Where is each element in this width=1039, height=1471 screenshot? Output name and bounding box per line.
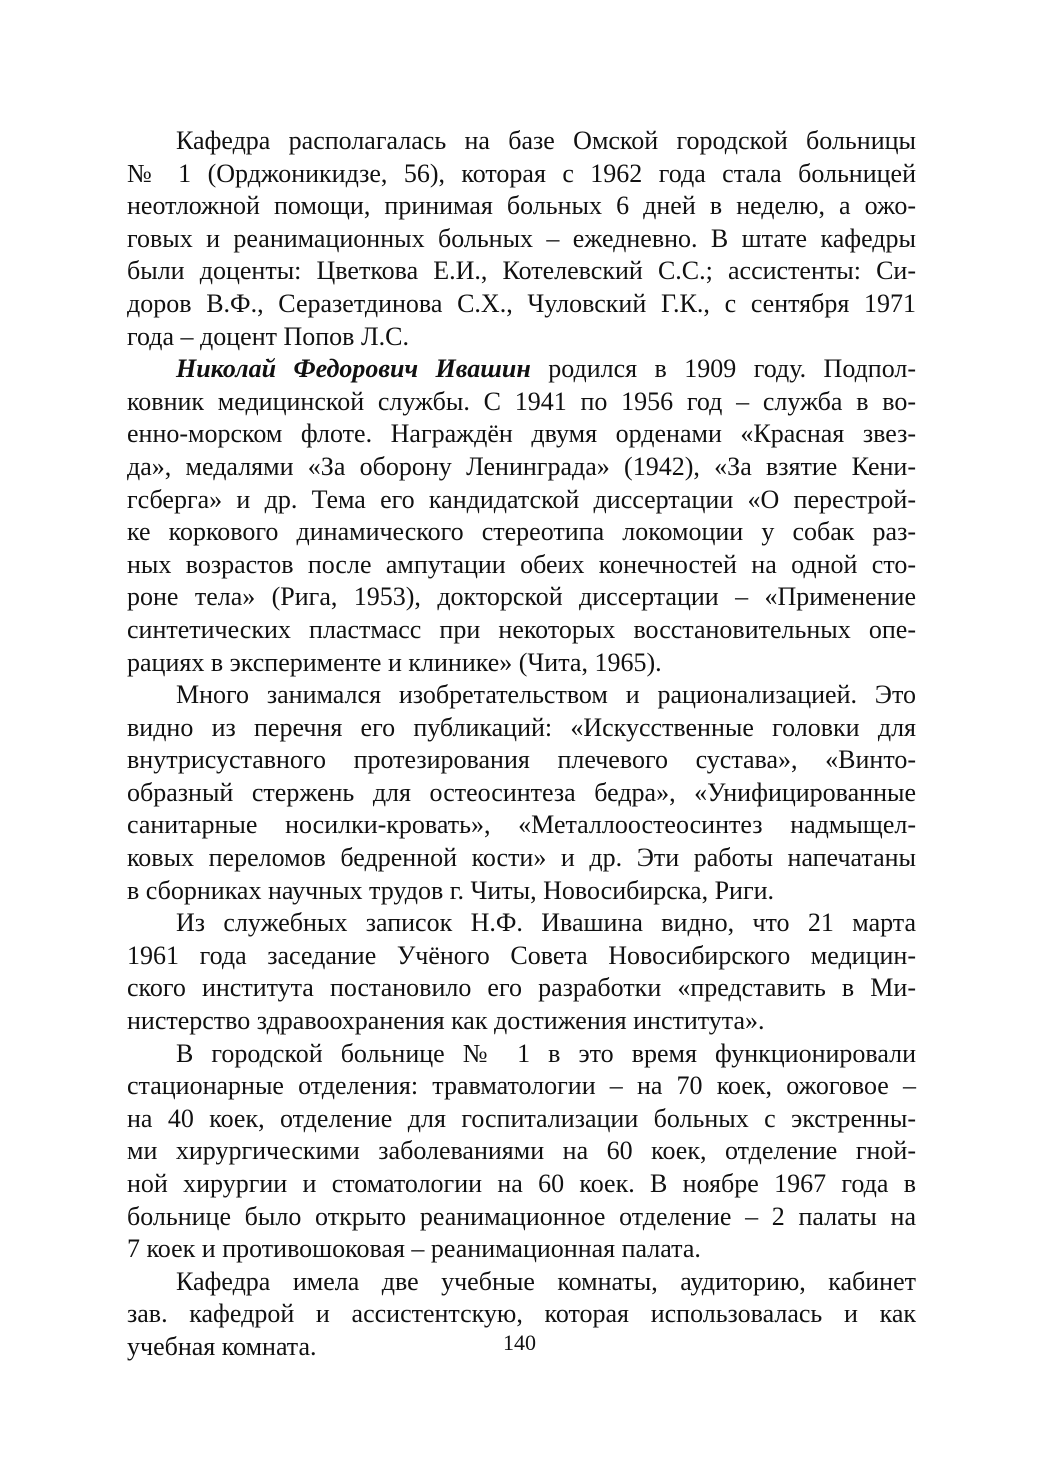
- text-line: В городской больнице № 1 в это время функционировали: [176, 1038, 916, 1068]
- person-name: Николай Федорович Ивашин: [176, 354, 531, 384]
- text-line: неотложной помощи, принимая больных 6 дней в неделю, а ожо-: [127, 191, 916, 221]
- text-line: ми хирургическими заболеваниями на 60 коек, отделение гной-: [127, 1136, 916, 1166]
- text-line: да», медалями «За оборону Ленинграда» (1942), «За взятие Кени-: [127, 451, 916, 481]
- text-line: говых и реанимационных больных – ежедневно. В штате кафедры: [127, 223, 916, 253]
- paragraph: [127, 907, 916, 1037]
- text-line: в сборниках научных трудов г. Читы, Новосибирска, Риги.: [127, 875, 775, 905]
- text-line: стационарные отделения: травматологии – на 70 коек, ожоговое –: [127, 1071, 916, 1101]
- text-line: больнице было открыто реанимационное отделение – 2 палаты на: [127, 1201, 916, 1231]
- text-line: зав. кафедрой и ассистентскую, которая использовалась и как: [127, 1299, 916, 1329]
- paragraph: [127, 1038, 916, 1266]
- text-line: ского института постановило его разработки «представить в Ми-: [127, 973, 916, 1003]
- text-line: доров В.Ф., Серазетдинова С.Х., Чуловский Г.К., с сентября 1971: [127, 288, 916, 318]
- text-line: Из служебных записок Н.Ф. Ивашина видно, что 21 марта: [176, 908, 916, 938]
- text-line: [127, 353, 916, 386]
- text-line: Кафедра имела две учебные комнаты, аудиторию, кабинет: [176, 1266, 916, 1296]
- text-line: роне тела» (Рига, 1953), докторской диссертации – «Применение: [127, 582, 916, 612]
- paragraph: [127, 125, 916, 353]
- text-line: ковых переломов бедренной кости» и др. Эти работы напечатаны: [127, 843, 916, 873]
- text-line: были доценты: Цветкова Е.И., Котелевский С.С.; ассистенты: Си-: [127, 256, 916, 286]
- text-line: енно-морском флоте. Награждён двумя орденами «Красная звез-: [127, 419, 916, 449]
- text-line: ных возрастов после ампутации обеих конечностей на одной сто-: [127, 549, 916, 579]
- text-line: ной хирургии и стоматологии на 60 коек. В ноябре 1967 года в: [127, 1169, 916, 1198]
- text-line: санитарные носилки-кровать», «Металлоостеосинтез надмыщел-: [127, 810, 916, 840]
- text-run: родился в 1909 году. Подпол-: [530, 354, 917, 384]
- text-line: года – доцент Попов Л.С.: [127, 321, 409, 351]
- text-line: ковник медицинской службы. С 1941 по 1956 год – служба в во-: [127, 386, 916, 416]
- text-line: 7 коек и противошоковая – реанимационная палата.: [127, 1234, 701, 1264]
- text-line: гсберга» и др. Тема его кандидатской диссертации «О перестрой-: [127, 484, 916, 514]
- text-line: № 1 (Орджоникидзе, 56), которая с 1962 года стала больницей: [127, 158, 916, 188]
- text-line: Много занимался изобретательством и рационализацией. Это: [176, 680, 916, 710]
- text-line: Кафедра располагалась на базе Омской городской больницы: [176, 126, 916, 155]
- text-line: ке коркового динамического стереотипа локомоции у собак раз-: [127, 517, 916, 547]
- text-line: внутрисуставного протезирования плечевого сустава», «Винто-: [127, 745, 916, 775]
- text-line: на 40 коек, отделение для госпитализации больных с экстренны-: [127, 1103, 916, 1133]
- body-text: [127, 125, 916, 1364]
- text-line: рациях в эксперименте и клинике» (Чита, 1965).: [127, 647, 662, 677]
- text-line: нистерство здравоохранения как достижения института».: [127, 1006, 765, 1036]
- text-line: видно из перечня его публикаций: «Искусственные головки для: [127, 712, 916, 742]
- text-line: 1961 года заседание Учёного Совета Новосибирского медицин-: [127, 940, 916, 970]
- text-line: учебная комната.: [127, 1331, 317, 1361]
- page-number: 140: [503, 1330, 536, 1355]
- paragraph: [127, 353, 916, 679]
- paragraph: [127, 679, 916, 907]
- text-line: синтетических пластмасс при некоторых восстановительных опе-: [127, 614, 916, 644]
- text-line: образный стержень для остеосинтеза бедра», «Унифицированные: [127, 777, 916, 807]
